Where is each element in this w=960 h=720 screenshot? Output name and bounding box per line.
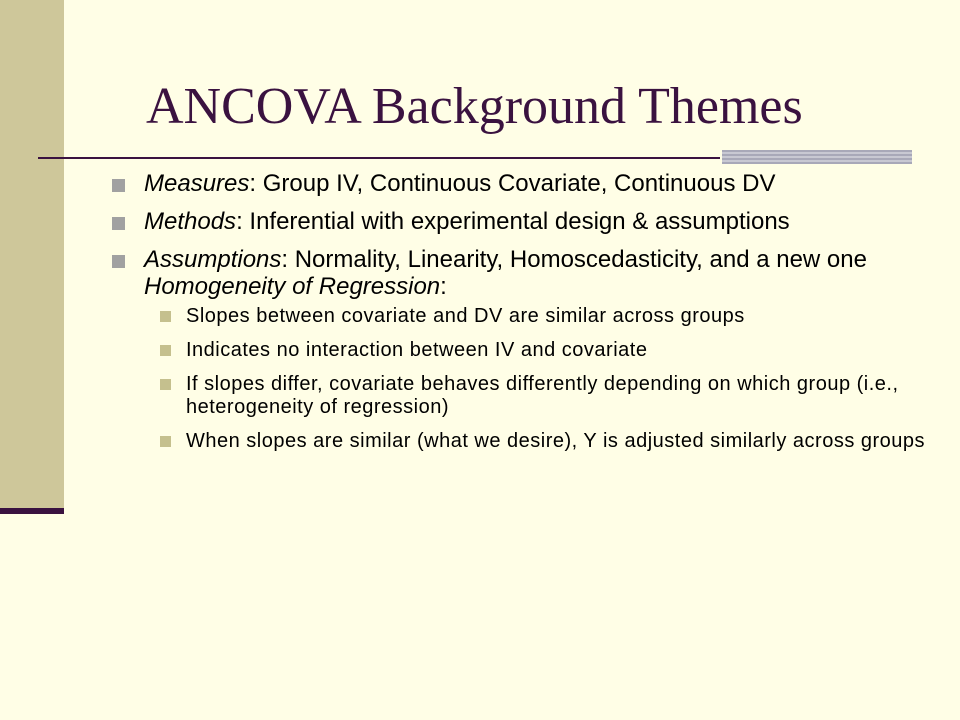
bullet-item-methods — [106, 208, 926, 235]
square-bullet-icon — [112, 179, 125, 192]
slide-title: ANCOVA Background Themes — [146, 78, 803, 135]
bullet-item-measures — [106, 170, 926, 197]
sub-bullet-text: If slopes differ, covariate behaves differently depending on which group (i.e., heterogeneity of regression) — [186, 373, 899, 418]
bullet-text: : Group IV, Continuous Covariate, Continuous DV — [249, 170, 776, 197]
square-bullet-icon — [160, 379, 171, 390]
title-accent-stripes — [722, 150, 912, 164]
bullet-lead: Methods — [144, 208, 237, 235]
square-bullet-icon — [160, 436, 171, 447]
bullet-item-assumptions — [106, 246, 926, 453]
sub-bullet-item — [106, 339, 926, 362]
sub-bullet-item — [106, 373, 926, 419]
bullet-text: : Normality, Linearity, Homoscedasticity, and a new one — [281, 246, 867, 273]
square-bullet-icon — [112, 217, 125, 230]
left-sidebar-accent-line — [0, 508, 64, 514]
bullet-emphasis: Homogeneity of Regression — [144, 273, 441, 300]
bullet-list — [106, 170, 926, 464]
sub-bullet-text: Slopes between covariate and DV are similar across groups — [186, 305, 745, 327]
bullet-tail: : — [440, 273, 447, 300]
sub-bullet-item — [106, 305, 926, 328]
square-bullet-icon — [112, 255, 125, 268]
sub-bullet-text: Indicates no interaction between IV and covariate — [186, 339, 648, 361]
left-sidebar-bar — [0, 0, 64, 510]
sub-bullet-list — [106, 305, 926, 453]
bullet-lead: Measures — [144, 170, 250, 197]
sub-bullet-text: When slopes are similar (what we desire), Y is adjusted similarly across groups — [186, 430, 926, 452]
bullet-text: : Inferential with experimental design & assumptions — [236, 208, 790, 235]
square-bullet-icon — [160, 345, 171, 356]
square-bullet-icon — [160, 311, 171, 322]
title-underline — [38, 157, 720, 159]
bullet-lead: Assumptions — [144, 246, 282, 273]
sub-bullet-item — [106, 430, 926, 453]
